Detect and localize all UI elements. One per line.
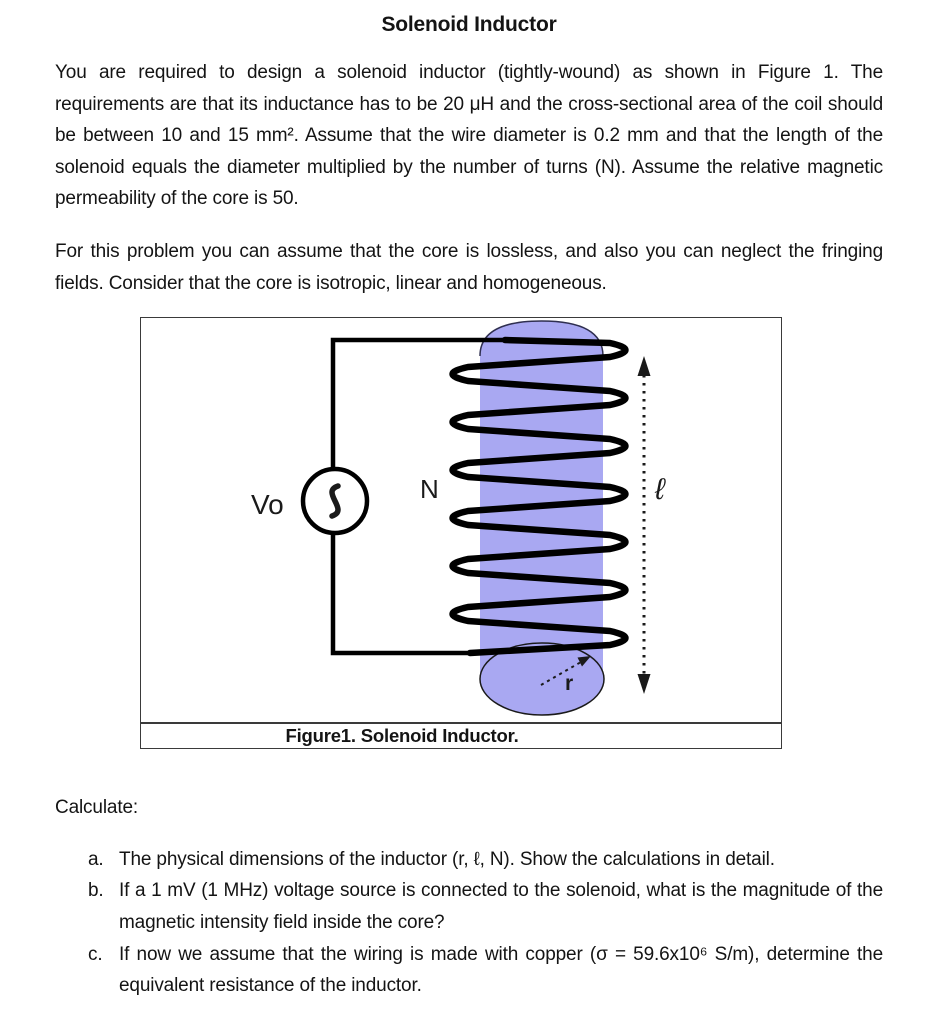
calculate-list — [88, 844, 883, 1002]
calculate-heading: Calculate: — [55, 797, 138, 819]
figure-canvas — [141, 318, 781, 722]
figure-caption-band — [141, 722, 781, 748]
document-title: Solenoid Inductor — [381, 13, 557, 36]
figure-box — [140, 317, 782, 749]
length-arrow-bottom-head — [638, 674, 651, 694]
circuit-wire-top-left — [333, 340, 505, 469]
turns-label: N — [420, 474, 439, 505]
paragraph-assumptions: For this problem you can assume that the core is lossless, and also you can neglect the fringing fields. Consider that the core is isotropic, linear and homogeneous. — [55, 240, 883, 294]
list-item-a — [88, 844, 883, 876]
length-arrow-top-head — [638, 356, 651, 376]
item-text: If a 1 mV (1 MHz) voltage source is connected to the solenoid, what is the magnitude of the magnetic intensity field inside the core? — [119, 880, 883, 933]
circuit-wire-bottom-left — [333, 533, 470, 653]
source-label: Vo — [251, 489, 284, 521]
paragraph-intro: You are required to design a solenoid inductor (tightly-wound) as shown in Figure 1. The requirements are that its inductance has to be 20 μH and the cross-sectional area of the coil should be between 10 and 15 mm². Assume that the wire diameter is 0.2 mm and that the length of the solenoid equals the diameter multiplied by the number of turns (N). Assume the relative magnetic permeability of the core is 50. — [55, 62, 883, 210]
list-item-b — [88, 875, 883, 938]
item-marker: a. — [88, 848, 104, 870]
length-label: ℓ — [655, 473, 665, 507]
item-text: If now we assume that the wiring is made with copper (σ = 59.6x10⁶ S/m), determine the equivalent resistance of the inductor. — [119, 943, 883, 997]
item-marker: c. — [88, 943, 103, 965]
radius-label: r — [565, 672, 574, 696]
figure-caption: Figure1. Solenoid Inductor. — [285, 725, 519, 747]
list-item-c — [88, 939, 883, 1002]
item-text: The physical dimensions of the inductor (r, ℓ, N). Show the calculations in detail. — [119, 848, 775, 870]
item-marker: b. — [88, 880, 104, 902]
